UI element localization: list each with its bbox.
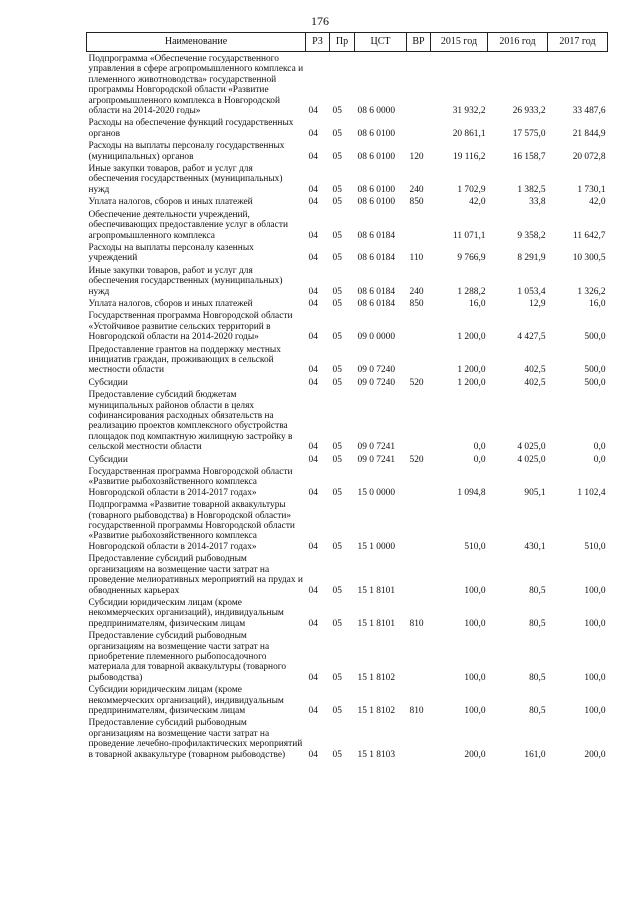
row-2017: 510,0 xyxy=(584,541,606,552)
row-2017: 200,0 xyxy=(584,749,606,760)
row-2017: 20 072,8 xyxy=(572,151,606,162)
row-2017: 11 642,7 xyxy=(573,230,606,241)
row-cst: 08 6 0100 xyxy=(357,184,395,195)
row-2016: 161,0 xyxy=(524,749,546,760)
row-cst: 08 6 0100 xyxy=(357,197,395,208)
row-2016: 402,5 xyxy=(524,365,546,376)
row-2016: 16 158,7 xyxy=(512,151,546,162)
row-name: Государственная программа Новгородской области «Устойчивое развитие сельских территорий в Новгородской области на 2014-2020 годы» xyxy=(88,311,293,343)
row-2016: 4 427,5 xyxy=(517,332,546,343)
row-rz: 04 xyxy=(308,672,318,683)
row-2017: 0,0 xyxy=(593,442,606,453)
row-cst: 08 6 0184 xyxy=(357,253,395,264)
row-2016: 1 382,5 xyxy=(517,184,546,195)
row-name: Расходы на выплаты персоналу государственных (муниципальных) органов xyxy=(88,141,285,162)
row-2015: 0,0 xyxy=(473,454,486,465)
row-2016: 80,5 xyxy=(529,672,546,683)
row-cst: 09 0 0000 xyxy=(357,332,395,343)
row-pr: 05 xyxy=(332,442,342,453)
table-row xyxy=(87,343,608,376)
row-name: Субсидии юридическим лицам (кроме некоммерческих организаций), индивидуальным предпринимателям, физическим лицам xyxy=(88,597,284,629)
table-row xyxy=(87,596,608,629)
row-pr: 05 xyxy=(332,705,342,716)
row-2015: 510,0 xyxy=(464,541,486,552)
row-pr: 05 xyxy=(332,454,342,465)
row-pr: 05 xyxy=(332,749,342,760)
row-2016: 12,9 xyxy=(529,298,546,309)
row-2017: 21 844,9 xyxy=(572,128,606,139)
row-vr xyxy=(407,388,431,452)
row-cst: 09 0 7241 xyxy=(357,454,395,465)
row-2017: 100,0 xyxy=(584,618,606,629)
row-pr: 05 xyxy=(332,377,342,388)
row-2016: 4 025,0 xyxy=(517,454,546,465)
row-name: Субсидии xyxy=(88,377,128,388)
row-rz: 04 xyxy=(308,487,318,498)
row-rz: 04 xyxy=(308,618,318,629)
row-name: Подпрограмма «Развитие товарной аквакультуры (товарного рыбоводства) в Новгородской области» государственной программы Новгородской области «Развитие рыбохозяйственного комплекса Новгородской области в 2014-2017 годах» xyxy=(88,500,295,552)
row-cst: 15 1 8101 xyxy=(357,585,395,596)
table-row xyxy=(87,629,608,683)
row-2017: 100,0 xyxy=(584,672,606,683)
row-cst: 08 6 0100 xyxy=(357,128,395,139)
row-rz: 04 xyxy=(308,128,318,139)
table-row xyxy=(87,195,608,207)
row-vr: 520 xyxy=(409,454,424,465)
row-2016: 80,5 xyxy=(529,585,546,596)
row-vr: 240 xyxy=(409,286,424,297)
row-rz: 04 xyxy=(308,230,318,241)
row-pr: 05 xyxy=(332,541,342,552)
row-pr: 05 xyxy=(332,106,342,117)
row-2016: 4 025,0 xyxy=(517,442,546,453)
row-2016: 8 291,9 xyxy=(517,253,546,264)
row-2015: 31 932,2 xyxy=(452,106,486,117)
table-row xyxy=(87,116,608,139)
row-rz: 04 xyxy=(308,286,318,297)
row-name: Предоставление субсидий рыбоводным организациям на возмещение части затрат на проведение лечебно-профилактических мероприятий в товарной аквакультуре (товарном рыбоводстве) xyxy=(88,718,303,760)
row-2015: 19 116,2 xyxy=(453,151,486,162)
row-name: Государственная программа Новгородской области «Развитие рыбохозяйственного комплекса Новгородской области в 2014-2017 годах» xyxy=(88,467,293,498)
header-2015: 2015 год xyxy=(431,33,488,52)
table-row xyxy=(87,139,608,162)
row-2015: 1 200,0 xyxy=(457,332,486,343)
table-row xyxy=(87,52,608,117)
row-2016: 402,5 xyxy=(524,377,546,388)
row-vr: 810 xyxy=(409,618,424,629)
row-name: Подпрограмма «Обеспечение государственного управления в сфере агропромышленного комплекса и племенного животноводства» государственной программы Новгородской области «Развитие агропромышленного комплекса в Новгородской области на 2014-2020 годы» xyxy=(88,54,304,117)
table-row xyxy=(87,297,608,309)
row-vr: 850 xyxy=(409,197,424,208)
row-pr: 05 xyxy=(332,197,342,208)
row-2015: 0,0 xyxy=(473,442,486,453)
row-rz: 04 xyxy=(308,197,318,208)
row-2016: 80,5 xyxy=(529,705,546,716)
row-2017: 500,0 xyxy=(584,365,606,376)
row-cst: 15 1 0000 xyxy=(357,541,395,552)
row-2017: 100,0 xyxy=(584,585,606,596)
row-name: Иные закупки товаров, работ и услуг для обеспечения государственных (муниципальных) нужд xyxy=(88,265,283,297)
row-pr: 05 xyxy=(332,151,342,162)
row-vr xyxy=(407,629,431,683)
row-rz: 04 xyxy=(308,365,318,376)
row-cst: 15 1 8101 xyxy=(357,618,395,629)
row-vr xyxy=(407,465,431,498)
row-2017: 16,0 xyxy=(589,298,606,309)
header-2017: 2017 год xyxy=(548,33,608,52)
row-rz: 04 xyxy=(308,106,318,117)
table-row xyxy=(87,552,608,596)
row-name: Предоставление субсидий рыбоводным организациям на возмещение части затрат на проведение мелиоративных мероприятий на прудах и обводненных карьерах xyxy=(88,554,303,596)
row-2016: 9 358,2 xyxy=(517,230,546,241)
header-pr: Пр xyxy=(330,33,355,52)
row-pr: 05 xyxy=(332,286,342,297)
row-2015: 1 200,0 xyxy=(457,365,486,376)
row-name: Уплата налогов, сборов и иных платежей xyxy=(88,298,253,309)
row-2017: 33 487,6 xyxy=(572,106,606,117)
row-2015: 1 094,8 xyxy=(457,487,486,498)
row-vr: 110 xyxy=(409,253,424,264)
table-row xyxy=(87,241,608,264)
row-2015: 100,0 xyxy=(464,618,486,629)
row-2016: 33,8 xyxy=(529,197,546,208)
row-rz: 04 xyxy=(308,184,318,195)
row-pr: 05 xyxy=(332,672,342,683)
row-cst: 15 1 8102 xyxy=(357,672,395,683)
row-vr: 120 xyxy=(409,151,424,162)
row-name: Предоставление субсидий бюджетам муниципальных районов области в целях софинансирования расходных обязательств на реализацию проектов комплексного обустройства площадок под компактную жилищную застройку в сельской местности области xyxy=(88,390,293,453)
row-2015: 11 071,1 xyxy=(453,230,486,241)
row-rz: 04 xyxy=(308,454,318,465)
row-2017: 1 326,2 xyxy=(577,286,606,297)
row-rz: 04 xyxy=(308,151,318,162)
row-cst: 08 6 0184 xyxy=(357,230,395,241)
row-rz: 04 xyxy=(308,298,318,309)
row-2017: 10 300,5 xyxy=(572,253,606,264)
row-2015: 20 861,1 xyxy=(452,128,486,139)
row-rz: 04 xyxy=(308,749,318,760)
header-name: Наименование xyxy=(87,33,306,52)
row-2017: 0,0 xyxy=(593,454,606,465)
table-row xyxy=(87,683,608,716)
row-name: Предоставление субсидий рыбоводным организациям на возмещение части затрат на приобретение племенного рыбопосадочного материала для товарной аквакультуры (товарного рыбоводства) xyxy=(88,631,287,683)
row-2017: 1 102,4 xyxy=(577,487,606,498)
row-vr: 240 xyxy=(409,184,424,195)
row-vr xyxy=(407,309,431,342)
row-rz: 04 xyxy=(308,442,318,453)
row-name: Предоставление грантов на поддержку местных инициатив граждан, проживающих в сельской местности области xyxy=(88,344,281,376)
table-row xyxy=(87,716,608,760)
row-2016: 1 053,4 xyxy=(517,286,546,297)
row-vr xyxy=(407,552,431,596)
table-row xyxy=(87,376,608,388)
row-cst: 08 6 0184 xyxy=(357,286,395,297)
row-pr: 05 xyxy=(332,253,342,264)
row-vr: 850 xyxy=(409,298,424,309)
row-2016: 905,1 xyxy=(524,487,546,498)
row-cst: 15 0 0000 xyxy=(357,487,395,498)
row-rz: 04 xyxy=(308,705,318,716)
row-name: Обеспечение деятельности учреждений, обеспечивающих предоставление услуг в области агропромышленного комплекса xyxy=(88,209,288,241)
page-number: 176 xyxy=(311,14,329,28)
row-2017: 500,0 xyxy=(584,332,606,343)
row-cst: 08 6 0100 xyxy=(357,151,395,162)
table-row xyxy=(87,208,608,241)
row-vr xyxy=(407,343,431,376)
budget-table xyxy=(86,32,608,760)
row-pr: 05 xyxy=(332,332,342,343)
table-body xyxy=(87,52,608,761)
row-2015: 42,0 xyxy=(469,197,486,208)
row-2017: 1 730,1 xyxy=(577,184,606,195)
row-2017: 100,0 xyxy=(584,705,606,716)
row-name: Расходы на выплаты персоналу казенных учреждений xyxy=(88,242,254,264)
row-rz: 04 xyxy=(308,585,318,596)
row-pr: 05 xyxy=(332,618,342,629)
row-2015: 200,0 xyxy=(464,749,486,760)
row-pr: 05 xyxy=(332,487,342,498)
row-rz: 04 xyxy=(308,253,318,264)
row-pr: 05 xyxy=(332,128,342,139)
row-rz: 04 xyxy=(308,541,318,552)
row-name: Субсидии юридическим лицам (кроме некоммерческих организаций), индивидуальным предпринимателям, физическим лицам xyxy=(88,685,284,716)
row-name: Уплата налогов, сборов и иных платежей xyxy=(88,197,253,208)
row-cst: 09 0 7240 xyxy=(357,365,395,376)
row-vr xyxy=(407,116,431,139)
row-2015: 1 288,2 xyxy=(457,286,486,297)
row-vr: 810 xyxy=(409,705,424,716)
row-2016: 26 933,2 xyxy=(512,106,546,117)
row-2015: 100,0 xyxy=(464,672,486,683)
row-cst: 15 1 8102 xyxy=(357,705,395,716)
header-rz: РЗ xyxy=(306,33,330,52)
table-row xyxy=(87,309,608,342)
row-vr xyxy=(407,716,431,760)
row-2016: 17 575,0 xyxy=(512,128,546,139)
table-row xyxy=(87,264,608,297)
table-row xyxy=(87,162,608,195)
row-cst: 15 1 8103 xyxy=(357,749,395,760)
row-2016: 430,1 xyxy=(524,541,546,552)
row-name: Иные закупки товаров, работ и услуг для обеспечения государственных (муниципальных) нужд xyxy=(88,164,283,195)
row-2015: 100,0 xyxy=(464,585,486,596)
table-row xyxy=(87,465,608,498)
table-header-row xyxy=(87,33,608,52)
row-pr: 05 xyxy=(332,365,342,376)
row-cst: 09 0 7240 xyxy=(357,377,395,388)
table-row xyxy=(87,388,608,452)
row-2016: 80,5 xyxy=(529,618,546,629)
header-cst: ЦСТ xyxy=(355,33,407,52)
row-cst: 08 6 0000 xyxy=(357,106,395,117)
row-2017: 42,0 xyxy=(589,197,606,208)
row-vr xyxy=(407,208,431,241)
row-cst: 09 0 7241 xyxy=(357,442,395,453)
row-2017: 500,0 xyxy=(584,377,606,388)
row-pr: 05 xyxy=(332,184,342,195)
row-2015: 16,0 xyxy=(469,298,486,309)
row-vr xyxy=(407,52,431,117)
row-pr: 05 xyxy=(332,585,342,596)
header-2016: 2016 год xyxy=(488,33,548,52)
header-vr: ВР xyxy=(407,33,431,52)
table-row xyxy=(87,453,608,465)
row-2015: 100,0 xyxy=(464,705,486,716)
row-name: Субсидии xyxy=(88,454,128,465)
row-name: Расходы на обеспечение функций государственных органов xyxy=(88,118,294,139)
row-2015: 1 200,0 xyxy=(457,377,486,388)
row-2015: 1 702,9 xyxy=(457,184,486,195)
table-row xyxy=(87,498,608,552)
row-2015: 9 766,9 xyxy=(457,253,486,264)
row-pr: 05 xyxy=(332,298,342,309)
row-rz: 04 xyxy=(308,377,318,388)
row-vr xyxy=(407,498,431,552)
row-cst: 08 6 0184 xyxy=(357,298,395,309)
row-pr: 05 xyxy=(332,230,342,241)
row-rz: 04 xyxy=(308,332,318,343)
row-vr: 520 xyxy=(409,377,424,388)
